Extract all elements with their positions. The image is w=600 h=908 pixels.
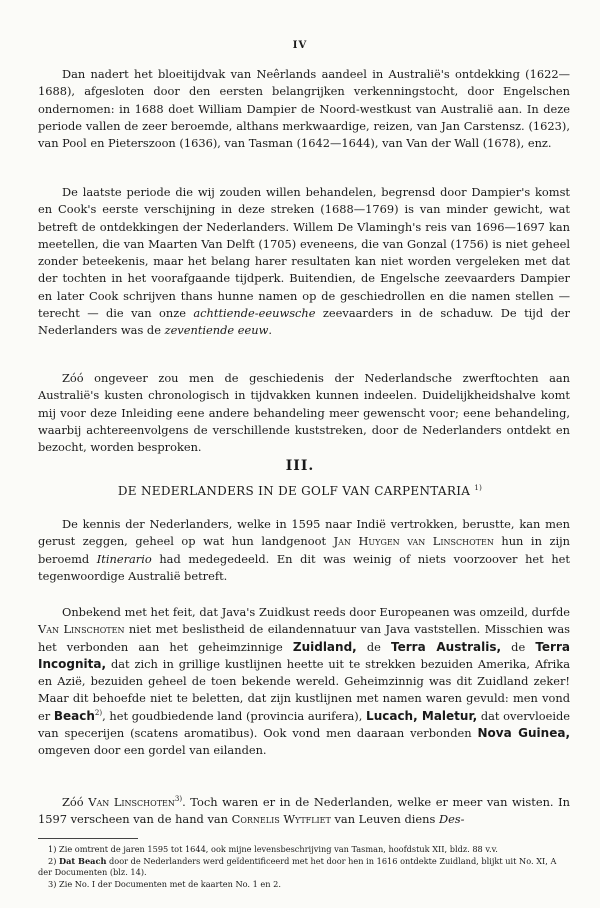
- text-run: dat zich in grillige kustlijnen heette uit te strekken bezuiden Amerika, Afrika en Azië, bezuiden geheel de toen bekende wereld. Geheimzinnig was dit Zuidland zeker! Maar dit behoefde niet te beletten, dat zijn kustlijnen met namen waren gevuld: men vond er: [38, 656, 570, 723]
- text-run: , het goudbiedende land (provincia aurifera),: [102, 708, 367, 723]
- text-run: Onbekend met het feit, dat Java's Zuidkust reeds door Europeanen was omzeild, durfde: [62, 605, 570, 619]
- place-name-bold: Nova Guinea,: [477, 726, 571, 741]
- paragraph-periods: [38, 66, 570, 152]
- footnotes: [38, 844, 570, 890]
- text-run: De laatste periode die wij zouden willen behandelen, begrensd door Dampier's komst en Cook's eerste verschijning in deze streken (1688—1769) is van minder gewicht, wat betreft de ontdekkingen der Nederlanders. Willem De Vlamingh's reis van 1696—1697 kan meetellen, die van Maarten Van Delft (1705) eveneens, die van Gonzal (1756) is niet geheel zonder beteekenis, maar het belang harer resultaten kan niet worden vergeleken met dat der tochten in het voorafgaande tijdperk. Buitendien, de Engelsche zeevaarders Dampier en later Cook schrijven thans hunne namen op de geschiedrollen en die namen stellen — terecht — die van onze: [38, 185, 570, 321]
- text-run: dat overvloeide van specerijen (scatens aromatibus). Ook vond men daaraan verbonden: [38, 708, 571, 741]
- place-name-bold: Terra Incognita,: [38, 639, 570, 671]
- paragraph-text: Dan nadert het bloeitijdvak van Neêrlands aandeel in Australië's ontdekking (1622—1688), afgesloten door den eersten belangrijken verkenningstocht, door Engelschen ondernomen: in 1688 doet William Dampier de Noord-westkust van Australië aan. In deze periode vallen de zeer beroemde, althans merkwaardige, reizen, van Jan Carstensz. (1623), van Pool en Pieterszoon (1636), van Tasman (1642—1644), van Van der Wall (1678), enz.: [38, 67, 570, 151]
- text-run: hun in zijn beroemd: [38, 534, 570, 566]
- footnote-2: [38, 856, 570, 879]
- footnote-ref: 3): [174, 795, 183, 804]
- text-run: omgeven door een gordel van eilanden.: [38, 743, 267, 758]
- footnote-ref: 2): [94, 708, 103, 717]
- emphasis-text: achttiende-eeuwsche: [193, 306, 316, 321]
- text-run: de: [501, 639, 536, 654]
- person-name: Van Linschoten: [38, 622, 125, 637]
- footnote-text: door de Nederlanders werd geïdentificeerd met het door hen in 1616 ontdekte Zuidland, blijkt uit No. XI, A der Documenten (blz. 14).: [38, 855, 557, 877]
- footnote-bold: Dat Beach: [59, 855, 107, 866]
- footnote-mark: 1): [48, 844, 57, 854]
- paragraph-chronology: [38, 370, 570, 456]
- book-title: Itinerario: [96, 551, 152, 566]
- book-title: Des-: [438, 812, 465, 827]
- text-run: de: [356, 639, 392, 654]
- person-name: Cornelis Wytfliet: [231, 812, 331, 827]
- footnote-1: [38, 844, 570, 856]
- text-run: niet met beslistheid de eilandennatuur van Java vaststellen. Misschien was het verbonden aan het geheimzinnige: [38, 622, 570, 654]
- text-run: zeevaarders in de schaduw. De tijd der Nederlanders was de: [38, 306, 570, 338]
- footnote-text: Zie omtrent de jaren 1595 tot 1644, ook mijne levensbeschrijving van Tasman, hoofdstuk XII, bldz. 88 v.v.: [59, 844, 498, 854]
- page-number: IV: [292, 40, 308, 51]
- text-run: . Toch waren er in de Nederlanden, welke er meer van wisten. In 1597 verscheen van de hand van: [38, 795, 570, 827]
- paragraph-zuidland: [38, 604, 570, 760]
- footnote-divider: [38, 838, 138, 839]
- footnote-3: [38, 879, 570, 891]
- text-run: .: [268, 323, 272, 338]
- text-run: van Leuven diens: [330, 812, 439, 827]
- place-name-bold: Zuidland,: [292, 639, 357, 654]
- place-name-bold: Terra Australis,: [391, 639, 502, 654]
- emphasis-text: zeventiende eeuw: [164, 323, 269, 338]
- paragraph-text: Zóó ongeveer zou men de geschiedenis der Nederlandsche zwerftochten aan Australië's kusten chronologisch in tijdvakken kunnen indeelen. Duidelijkheidshalve komt mij voor deze Inleiding eene andere behandeling meer gewenscht voor; eene behandeling, waarbij achtereenvolgens de verschillende kuststreken, door de Nederlanders ontdekt en bezocht, worden besproken.: [38, 371, 570, 455]
- paragraph-wytfliet: [38, 794, 570, 829]
- text-run: Zóó: [62, 795, 89, 809]
- place-name-bold: Lucach, Maletur,: [366, 708, 478, 723]
- footnote-mark: 2): [48, 855, 57, 866]
- section-number: III.: [285, 458, 315, 474]
- text-run: De kennis der Nederlanders, welke in 1595 naar Indië vertrokken, berustte, kan men gerust zeggen, geheel op wat hun landgenoot: [38, 517, 570, 549]
- footnote-mark: 3): [48, 878, 57, 889]
- footnote-ref: 1): [474, 484, 483, 492]
- place-name-bold: Beach: [53, 708, 95, 723]
- paragraph-knowledge: [38, 516, 570, 585]
- person-name: Jan Huygen van Linschoten: [333, 534, 494, 549]
- section-title: [0, 484, 600, 498]
- text-run: had medegedeeld. En dit was weinig of niets voorzoover het het tegenwoordige Australië betreft.: [38, 551, 570, 583]
- footnote-text: Zie No. I der Documenten met de kaarten No. 1 en 2.: [59, 878, 281, 889]
- person-name: Van Linschoten: [88, 795, 175, 809]
- section-title-text: DE NEDERLANDERS IN DE GOLF VAN CARPENTARIA: [117, 484, 471, 498]
- paragraph-last-period: [38, 184, 570, 340]
